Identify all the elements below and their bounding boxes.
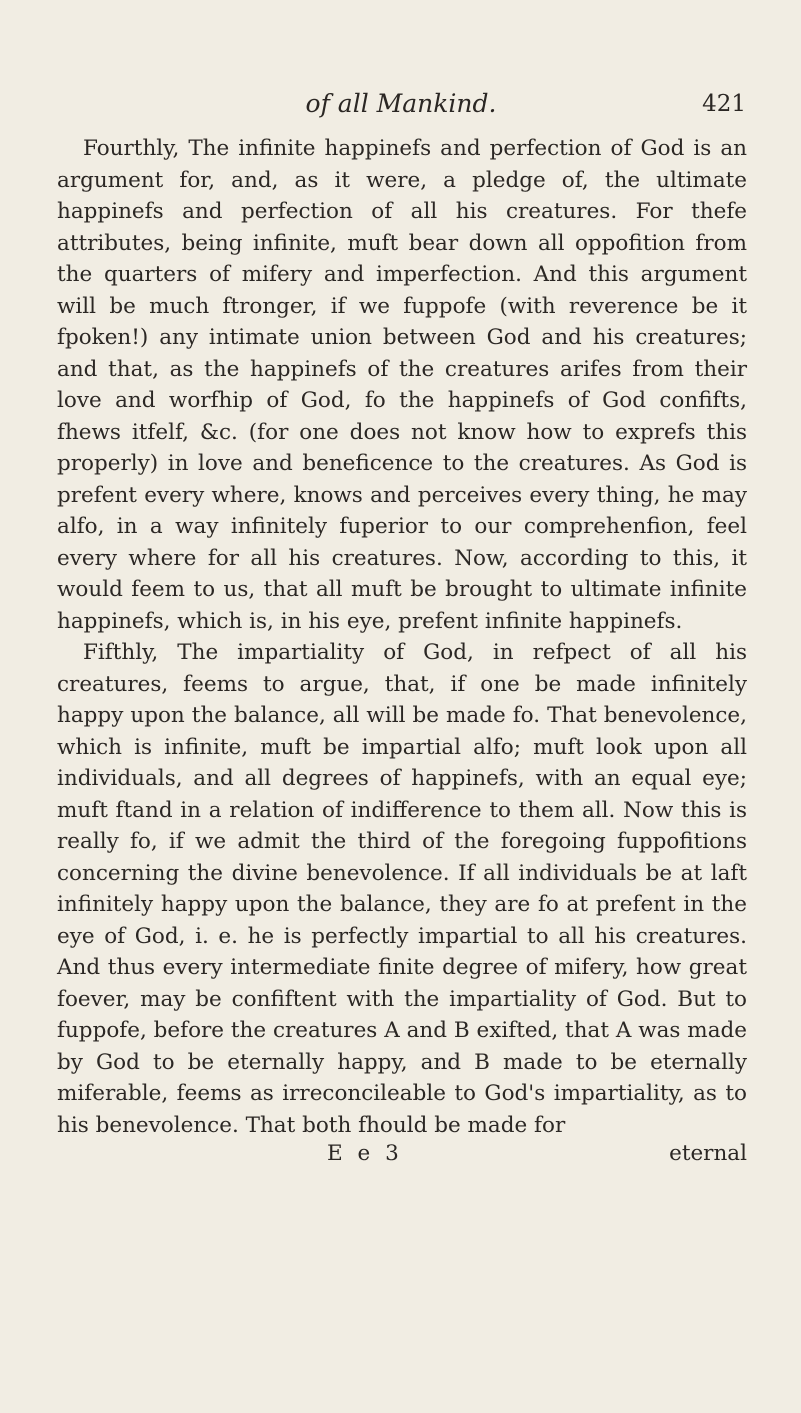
page-header <box>56 86 746 122</box>
catchword: eternal <box>669 1141 747 1166</box>
signature-mark: E e 3 <box>327 1141 403 1166</box>
page-number: 421 <box>702 91 746 117</box>
footer-line <box>57 1138 747 1170</box>
paragraph-fourthly: Fourthly, The infinite happinefs and perfection of God is an argument for, and, as it were, a pledge of, the ultimate happinefs and perfection of all his creatures. For thefe attributes, being infinite, muft bear down all oppofition from the quarters of mifery and imperfection. And this argument will be much ftronger, if we fuppofe (with reverence be it fpoken!) any intimate union between God and his creatures; and that, as the happinefs of the creatures arifes from their love and worfhip of God, fo the happinefs of God confifts, fhews itfelf, &c. (for one does not know how to exprefs this properly) in love and beneficence to the creatures. As God is prefent every where, knows and perceives every thing, he may alfo, in a way infinitely fuperior to our comprehenfion, feel every where for all his creatures. Now, according to this, it would feem to us, that all muft be brought to ultimate infinite happinefs, which is, in his eye, prefent infinite happinefs. <box>57 136 747 634</box>
running-title: of all Mankind. <box>305 89 497 118</box>
paragraph-fifthly: Fifthly, The impartiality of God, in refpect of all his creatures, feems to argue, that, if one be made infinitely happy upon the balance, all will be made fo. That benevolence, which is infinite, muft be impartial alfo; muft look upon all individuals, and all degrees of happinefs, with an equal eye; muft ftand in a relation of indifference to them all. Now this is really fo, if we admit the third of the foregoing fuppofitions concerning the divine benevolence. If all individuals be at laft infinitely happy upon the balance, they are fo at prefent in the eye of God, i. e. he is perfectly impartial to all his creatures. And thus every intermediate finite degree of mifery, how great foever, may be confiftent with the impartiality of God. But to fuppofe, before the creatures A and B exifted, that A was made by God to be eternally happy, and B made to be eternally miferable, feems as irreconcileable to God's impartiality, as to his benevolence. That both fhould be made for <box>57 640 747 1138</box>
body-text <box>57 133 747 1141</box>
